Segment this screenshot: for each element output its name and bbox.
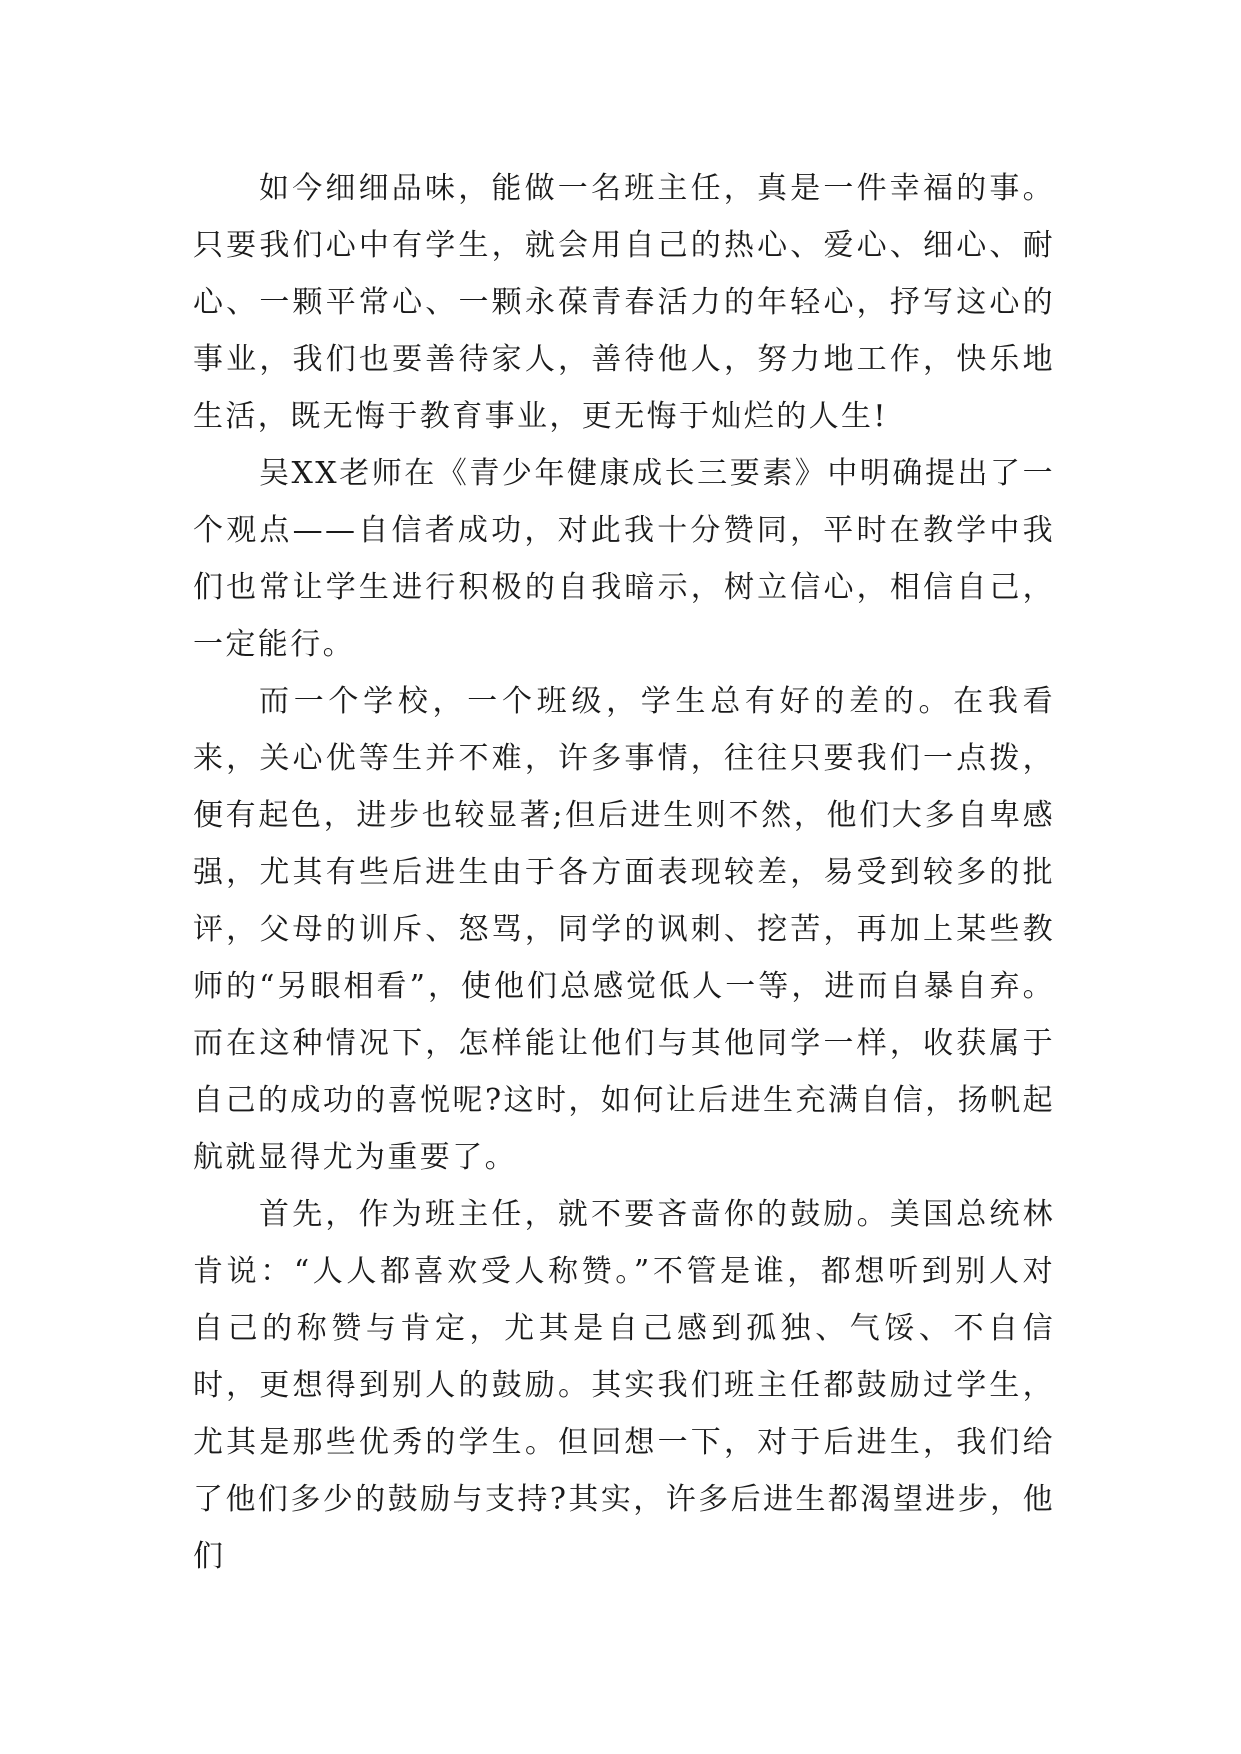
paragraph-confidence-viewpoint: 吴XX老师在《青少年健康成长三要素》中明确提出了一个观点——自信者成功，对此我十分赞同，平时在教学中我们也常让学生进行积极的自我暗示，树立信心，相信自己，一定能行。: [193, 456, 1055, 662]
document-body: [193, 160, 1055, 1585]
paragraph-underachieving-students: 而一个学校，一个班级，学生总有好的差的。在我看来，关心优等生并不难，许多事情，往往只要我们一点拨，便有起色，进步也较显著;但后进生则不然，他们大多自卑感强，尤其有些后进生由于各方面表现较差，易受到较多的批评，父母的训斥、怒骂，同学的讽刺、挖苦，再加上某些教师的“另眼相看”，使他们总感觉低人一等，进而自暴自弃。而在这种情况下，怎样能让他们与其他同学一样，收获属于自己的成功的喜悦呢?这时，如何让后进生充满自信，扬帆起航就显得尤为重要了。: [193, 684, 1055, 1175]
paragraph-encouragement: 首先，作为班主任，就不要吝啬你的鼓励。美国总统林肯说：“人人都喜欢受人称赞。”不管是谁，都想听到别人对自己的称赞与肯定，尤其是自己感到孤独、气馁、不自信时，更想得到别人的鼓励。其实我们班主任都鼓励过学生，尤其是那些优秀的学生。但回想一下，对于后进生，我们给了他们多少的鼓励与支持?其实，许多后进生都渴望进步，他们: [193, 1197, 1055, 1574]
paragraph-happiness-of-class-teacher: 如今细细品味，能做一名班主任，真是一件幸福的事。只要我们心中有学生，就会用自己的热心、爱心、细心、耐心、一颗平常心、一颗永葆青春活力的年轻心，抒写这心的事业，我们也要善待家人，善待他人，努力地工作，快乐地生活，既无悔于教育事业，更无悔于灿烂的人生!: [193, 171, 1055, 434]
